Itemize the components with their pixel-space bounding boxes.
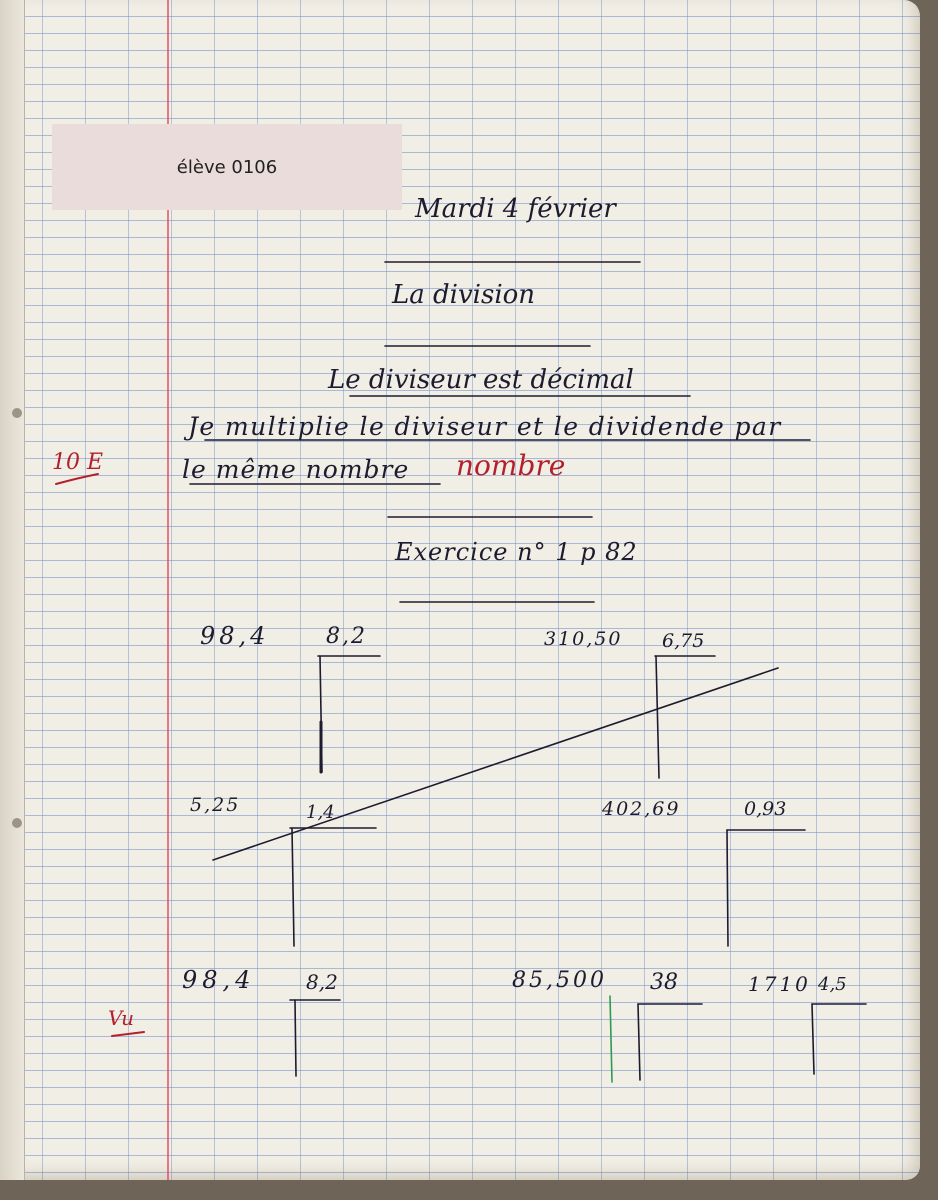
division-6-dividend: 85,500 (512, 968, 607, 993)
margin-grade: 10 E (52, 450, 104, 475)
division-2-dividend: 310,50 (544, 628, 623, 650)
date-heading: Mardi 4 février (415, 194, 616, 224)
division-5-dividend: 98,4 (182, 966, 256, 994)
division-2-divisor: 6,75 (662, 630, 705, 652)
division-bar (656, 656, 659, 778)
initials-underline (112, 1032, 144, 1036)
division-6-divisor: 38 (650, 970, 678, 995)
division-7-dividend: 1710 (748, 972, 811, 996)
division-4-divisor: 0,93 (744, 798, 787, 820)
exercise-title: Exercice n° 1 p 82 (395, 538, 638, 566)
rule-line-2: le même nombre (182, 455, 410, 484)
teacher-correction: nombre (456, 449, 566, 482)
green-correction-line (610, 996, 612, 1082)
division-bar (295, 1000, 296, 1076)
division-1-divisor: 8,2 (326, 624, 367, 649)
division-7-divisor: 4,5 (818, 974, 847, 995)
division-bar (638, 1004, 640, 1080)
margin-initials: Vu (108, 1006, 135, 1030)
division-5-divisor: 8,2 (306, 970, 338, 994)
grade-underline (56, 474, 98, 484)
lesson-title: La division (392, 280, 536, 310)
cross-out-line (213, 668, 778, 860)
division-bar (812, 1004, 814, 1074)
division-1-dividend: 98,4 (200, 622, 270, 650)
rule-heading: Le diviseur est décimal (328, 365, 634, 395)
division-3-dividend: 5,25 (190, 794, 241, 816)
division-3-divisor: 1,4 (306, 802, 335, 823)
division-bar (292, 828, 294, 946)
rule-line-1: Je multiplie le diviseur et le dividende par (188, 412, 782, 441)
division-bar (727, 830, 728, 946)
student-id: élève 0106 (176, 156, 278, 178)
division-4-dividend: 402,69 (602, 798, 681, 820)
